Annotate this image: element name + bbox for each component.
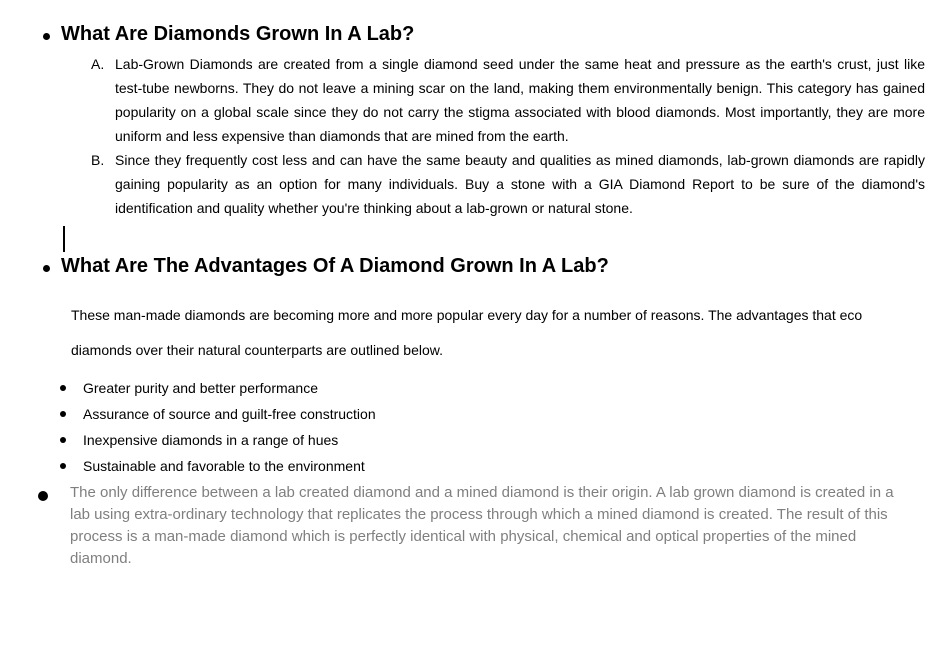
bullet-icon: [38, 491, 48, 501]
bullet-item-text: Greater purity and better performance: [83, 380, 319, 396]
bullet-list-item[interactable]: [83, 375, 783, 401]
bullet-list-item[interactable]: [83, 401, 783, 427]
bullet-list-item[interactable]: [83, 427, 783, 453]
advantages-bullet-list: [83, 375, 783, 479]
text-cursor: [63, 226, 65, 252]
bullet-icon: [60, 437, 66, 443]
lettered-list-item-a[interactable]: [91, 52, 925, 148]
bullet-item-text: Sustainable and favorable to the environment: [83, 458, 365, 474]
section-heading-advantages[interactable]: What Are The Advantages Of A Diamond Grown In A Lab?: [61, 255, 609, 277]
section-heading-lab-grown[interactable]: What Are Diamonds Grown In A Lab?: [61, 23, 415, 45]
bullet-item-text: Inexpensive diamonds in a range of hues: [83, 432, 339, 448]
bullet-list-item[interactable]: [83, 453, 783, 479]
intro-paragraph[interactable]: These man-made diamonds are becoming more and more popular every day for a number of reasons. The advantages that eco diamonds over their natural counterparts are outlined below.: [71, 307, 863, 358]
list-marker-a: A.: [91, 56, 105, 72]
bullet-icon: [43, 33, 50, 40]
paragraph-text: Lab-Grown Diamonds are created from a single diamond seed under the same heat and pressure as the earth's crust, just like test-tube newborns. They do not leave a mining scar on the land, making them environmentally benign. This category has gained popularity on a global scale since they do not carry the stigma associated with blood diamonds. Most importantly, they are more uniform and less expensive than diamonds that are mined from the earth.: [115, 56, 925, 144]
lettered-list-item-b[interactable]: [91, 148, 925, 220]
bullet-icon: [60, 411, 66, 417]
note-paragraph[interactable]: The only difference between a lab created diamond and a mined diamond is their origin. A lab grown diamond is created in a lab using extra-ordinary technology that replicates the process through which a mined diamond is created. The result of this process is a man-made diamond which is perfectly identical with physical, chemical and optical properties of the mined diamond.: [70, 484, 894, 567]
bullet-icon: [60, 463, 66, 469]
bullet-icon: [43, 265, 50, 272]
bullet-item-text: Assurance of source and guilt-free construction: [83, 406, 376, 422]
list-marker-b: B.: [91, 152, 105, 168]
bullet-icon: [60, 385, 66, 391]
paragraph-text: Since they frequently cost less and can have the same beauty and qualities as mined diamonds, lab-grown diamonds are rapidly gaining popularity as an option for many individuals. Buy a stone with a GIA Diamond Report to be sure of the diamond's identification and quality whether you're thinking about a lab-grown or natural stone.: [115, 152, 925, 216]
